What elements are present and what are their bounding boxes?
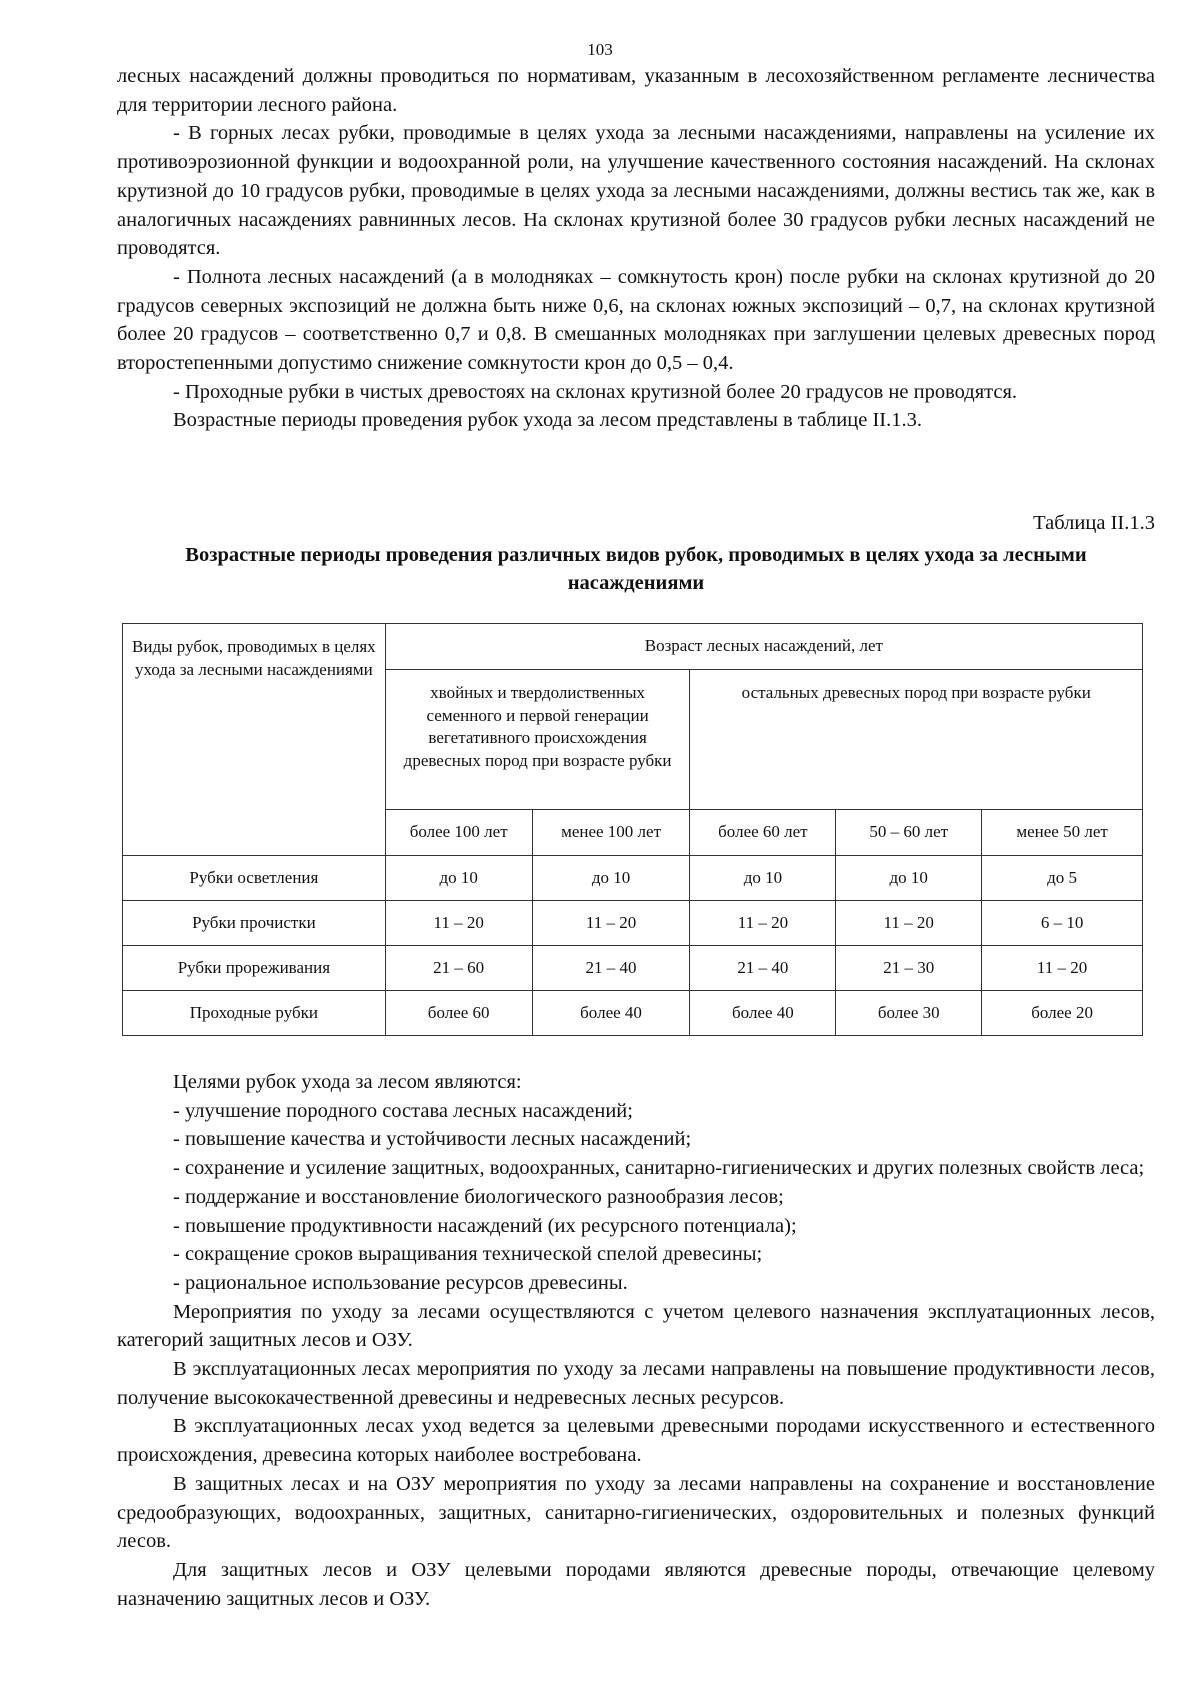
bottom-text-block: [117, 1068, 1155, 1613]
header-age: Возраст лесных насаждений, лет: [385, 624, 1142, 670]
paragraph: Возрастные периоды проведения рубок ухода за лесом представлены в таблице II.1.3.: [173, 409, 922, 432]
paragraph: В эксплуатационных лесах уход ведется за целевыми древесными породами искусственного и естественного происхождения, древесина которых наиболее востребована.: [117, 1415, 1155, 1467]
age-periods-table: [122, 623, 1143, 1036]
table-cell: 11 – 20: [690, 901, 836, 946]
table-cell: более 30: [836, 991, 982, 1036]
list-item: - рациональное использование ресурсов древесины.: [173, 1271, 628, 1294]
row-name: Проходные рубки: [123, 991, 386, 1036]
table-cell: до 10: [385, 856, 532, 901]
table-cell: 6 – 10: [982, 901, 1143, 946]
paragraph: Мероприятия по уходу за лесами осуществляются с учетом целевого назначения эксплуатационных лесов, категорий защитных лесов и ОЗУ.: [117, 1300, 1155, 1352]
table-cell: 11 – 20: [385, 901, 532, 946]
paragraph: - Проходные рубки в чистых древостоях на склонах крутизной более 20 градусов не проводятся.: [173, 380, 1018, 403]
paragraph: лесных насаждений должны проводиться по нормативам, указанным в лесохозяйственном регламенте лесничества для территории лесного района.: [117, 65, 1155, 116]
list-item: - повышение качества и устойчивости лесных насаждений;: [173, 1128, 692, 1151]
table-row: [123, 946, 1143, 991]
table-row: [123, 856, 1143, 901]
table-cell: 21 – 30: [836, 946, 982, 991]
row-name: Рубки осветления: [123, 856, 386, 901]
top-text-block: [117, 62, 1155, 435]
list-item: - сокращение сроков выращивания технической спелой древесины;: [173, 1243, 763, 1266]
paragraph: - Полнота лесных насаждений (а в молодняках – сомкнутость крон) после рубки на склонах крутизной до 20 градусов северных экспозиций не должна быть ниже 0,6, на склонах южных экспозиций – 0,7, на склонах крутизной более 20 градусов – соответственно 0,7 и 0,8. В смешанных молодняках при заглушении целевых древесных пород второстепенными допустимо снижение сомкнутости крон до 0,5 – 0,4.: [117, 265, 1155, 375]
list-item: - повышение продуктивности насаждений (их ресурсного потенциала);: [173, 1214, 797, 1237]
row-name: Рубки прочистки: [123, 901, 386, 946]
table-row: [123, 991, 1143, 1036]
subheader-cell: 50 – 60 лет: [836, 810, 982, 856]
table-cell: до 10: [836, 856, 982, 901]
table-cell: 21 – 40: [532, 946, 690, 991]
table-cell: 11 – 20: [532, 901, 690, 946]
paragraph: В эксплуатационных лесах мероприятия по уходу за лесами направлены на повышение продуктивности лесов, получение высококачественной древесины и недревесных лесных ресурсов.: [117, 1358, 1155, 1409]
paragraph: Для защитных лесов и ОЗУ целевыми породами являются древесные породы, отвечающие целевому назначению защитных лесов и ОЗУ.: [117, 1558, 1155, 1610]
table-cell: до 10: [532, 856, 690, 901]
header-group-other: остальных древесных пород при возрасте рубки: [690, 670, 1143, 810]
table-title: Возрастные периоды проведения различных видов рубок, проводимых в целях ухода за лесными насаждениями: [185, 544, 1087, 594]
table-cell: до 10: [690, 856, 836, 901]
row-name: Рубки прореживания: [123, 946, 386, 991]
subheader-cell: более 100 лет: [385, 810, 532, 856]
subheader-cell: более 60 лет: [690, 810, 836, 856]
table-label: Таблица II.1.3: [1033, 512, 1155, 534]
table-cell: более 20: [982, 991, 1143, 1036]
table-cell: 21 – 40: [690, 946, 836, 991]
table-row: [123, 901, 1143, 946]
paragraph: - В горных лесах рубки, проводимые в целях ухода за лесными насаждениями, направлены на усиление их противоэрозионной функции и водоохранной роли, на улучшение качественного состояния насаждений. На склонах крутизной до 10 градусов рубки, проводимые в целях ухода за лесными насаждениями, должны вестись так же, как в аналогичных насаждениях равнинных лесов. На склонах крутизной более 30 градусов рубки лесных насаждений не проводятся.: [117, 122, 1155, 260]
table-cell: более 40: [690, 991, 836, 1036]
subheader-cell: менее 100 лет: [532, 810, 690, 856]
list-item: - поддержание и восстановление биологического разнообразия лесов;: [173, 1185, 784, 1208]
table-cell: более 40: [532, 991, 690, 1036]
header-group-conifer: хвойных и твердолиственных семенного и первой генерации вегетативного происхождения древесных пород при возрасте рубки: [385, 670, 690, 810]
page-number: 103: [587, 40, 613, 59]
table-cell: 21 – 60: [385, 946, 532, 991]
list-item: - улучшение породного состава лесных насаждений;: [173, 1099, 633, 1122]
table-cell: 11 – 20: [982, 946, 1143, 991]
table-cell: 11 – 20: [836, 901, 982, 946]
table-cell: более 60: [385, 991, 532, 1036]
paragraph: Целями рубок ухода за лесом являются:: [173, 1071, 522, 1093]
subheader-cell: менее 50 лет: [982, 810, 1143, 856]
list-item: - сохранение и усиление защитных, водоохранных, санитарно-гигиенических и других полезных свойств леса;: [173, 1157, 1145, 1180]
header-cutting-types: Виды рубок, проводимых в целях ухода за лесными насаждениями: [123, 624, 386, 856]
table-cell: до 5: [982, 856, 1143, 901]
paragraph: В защитных лесах и на ОЗУ мероприятия по уходу за лесами направлены на сохранение и восстановление средообразующих, водоохранных, защитных, санитарно-гигиенических, оздоровительных и полезных функций лесов.: [117, 1472, 1155, 1553]
